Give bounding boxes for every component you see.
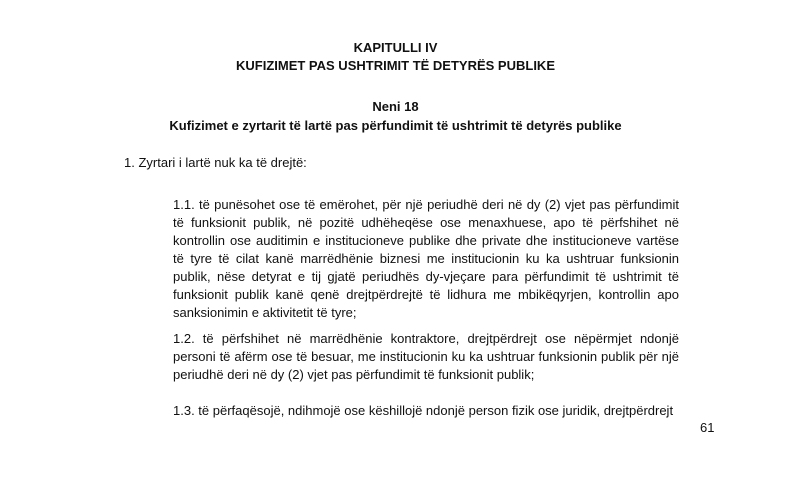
paragraph-1-1: 1.1. të punësohet ose të emërohet, për një periudhë deri në dy (2) vjet pas përfundimit të funksionit publik, në pozitë udhëheqëse ose menaxhuese, apo të përfshihet në kontrollin ose auditimin e institucioneve publike dhe private dhe institucioneve vartëse të tyre të cilat kanë marrëdhënie biznesi me institucionin ku ka ushtruar funksionin publik, nëse detyrat e tij gjatë periudhës dy-vjeçare para përfundimit të ushtrimit të funksionit publik kanë qenë drejtpërdrejtë të lidhura me mbikëqyrjen, kontrollin apo sanksionimin e aktivitetit të tyre; [173,197,679,320]
page-number: 61 [700,420,715,435]
paragraph-1-2: 1.2. të përfshihet në marrëdhënie kontraktore, drejtpërdrejt ose nëpërmjet ndonjë personi të afërm ose të besuar, me institucionin ku ka ushtruar funksionin publik për një periudhë deri në dy (2) vjet pas përfundimit të funksionit publik; [173,331,679,382]
chapter-number: KAPITULLI IV [353,40,438,55]
chapter-title: KUFIZIMET PAS USHTRIMIT TË DETYRËS PUBLIKE [236,58,555,73]
intro-clause: 1. Zyrtari i lartë nuk ka të drejtë: [124,155,307,170]
article-number: Neni 18 [372,99,419,114]
article-title: Kufizimet e zyrtarit të lartë pas përfundimit të ushtrimit të detyrës publike [169,118,622,133]
paragraph-1-3: 1.3. të përfaqësojë, ndihmojë ose këshillojë ndonjë person fizik ose juridik, drejtpërdrejt [173,403,674,418]
